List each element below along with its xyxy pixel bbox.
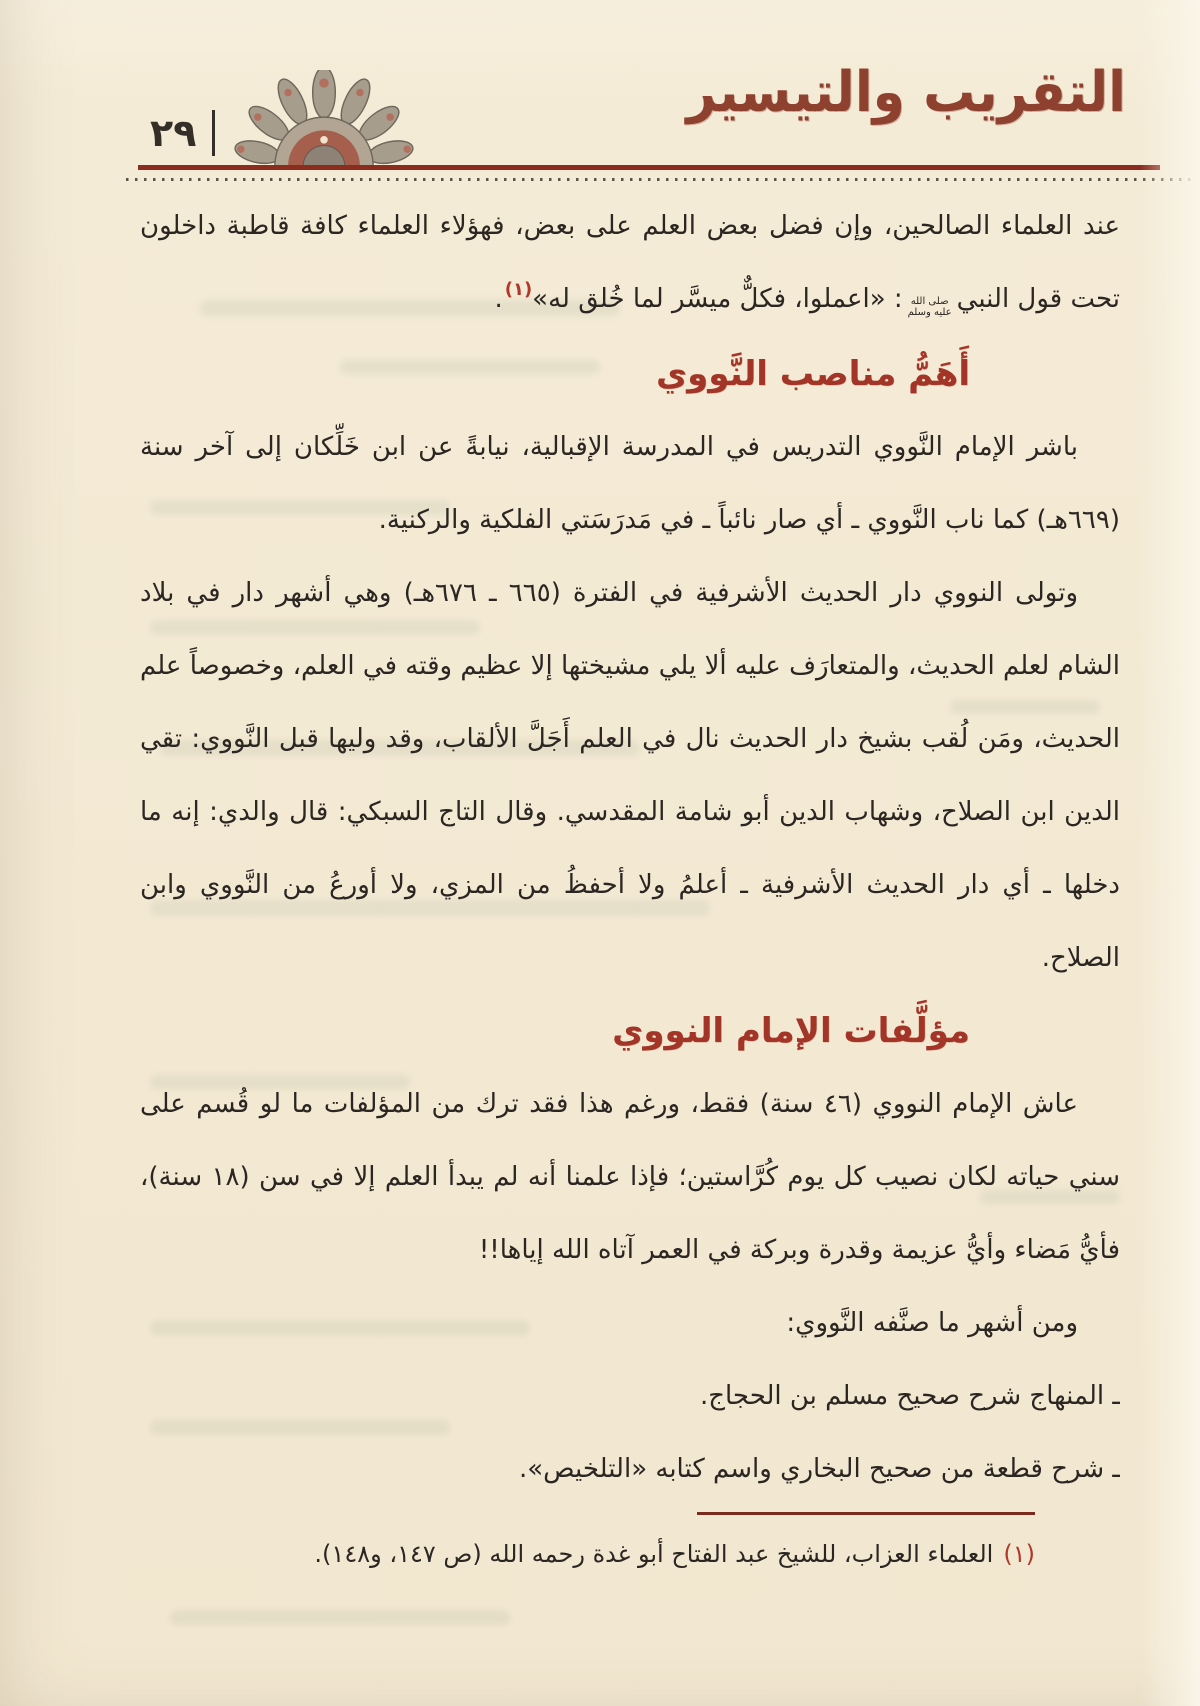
footnote-text: العلماء العزاب، للشيخ عبد الفتاح أبو غدة رحمه الله (ص ١٤٧، و١٤٨). <box>314 1540 994 1568</box>
section-heading-works: مؤلَّفات الإمام النووي <box>612 1011 970 1051</box>
ink-bleed-artifact <box>170 1610 510 1625</box>
paragraph-intro-terminal: . <box>494 284 503 314</box>
works-list <box>140 1360 1120 1506</box>
paragraph-intro-text: عند العلماء الصالحين، وإن فضل بعض العلم على بعض، فهؤلاء العلماء كافة قاطبة داخلون تحت قول النبي <box>140 211 1120 314</box>
header-dotted-rule <box>126 178 1192 181</box>
paragraph-positions-1: باشر الإمام النَّووي التدريس في المدرسة الإقبالية، نيابةً عن ابن خَلِّكان إلى آخر سنة (٦٦٩هـ) كما ناب النَّووي ـ أي صار نائباً ـ في مَدرَسَتي الفلكية والركنية. <box>140 432 1120 535</box>
page-number-divider <box>212 110 215 156</box>
footnote-separator <box>697 1512 1035 1515</box>
paragraph-intro-quote: : «اعملوا، فكلٌّ ميسَّر لما خُلق له» <box>532 284 903 314</box>
section-heading-positions: أَهَمُّ مناصب النَّووي <box>655 354 970 394</box>
prophet-honorific-mark: صلى الله عليه وسلم <box>907 295 952 318</box>
page-number-block <box>150 110 215 156</box>
footnote-marker: (١) <box>1003 1540 1035 1568</box>
paragraph-works: عاش الإمام النووي (٤٦ سنة) فقط، ورغم هذا فقد ترك من المؤلفات ما لو قُسم على سني حياته لكان نصيب كل يوم كُرَّاستين؛ فإذا علمنا أنه لم يبدأ العلم إلا في سن (١٨ سنة)، فأيُّ مَضاء وأيُّ عزيمة وقدرة وبركة في العمر آتاه الله إياها!! <box>140 1089 1120 1265</box>
paragraph-positions-2: وتولى النووي دار الحديث الأشرفية في الفترة (٦٦٥ ـ ٦٧٦هـ) وهي أشهر دار في بلاد الشام لعلم الحديث، والمتعارَف عليه ألا يلي مشيختها إلا عظيم وقته في العلم، وخصوصاً علم الحديث، ومَن لُقب بشيخ دار الحديث نال في العلم أَجَلَّ الألقاب، وقد وليها قبل النَّووي: تقي الدين ابن الصلاح، وشهاب الدين أبو شامة المقدسي. وقال التاج السبكي: قال والدي: إنه ما دخلها ـ أي دار الحديث الأشرفية ـ أعلمُ ولا أحفظُ من المزي، ولا أورعُ من النَّووي وابن الصلاح. <box>140 578 1120 973</box>
paragraph-intro <box>140 190 1120 338</box>
floral-ornament-icon <box>220 70 428 168</box>
footnote-reference: (١) <box>504 279 533 300</box>
book-title-calligraphy: التقريب والتيسير <box>686 60 1126 125</box>
works-list-item: ـ شرح قطعة من صحيح البخاري واسم كتابه «التلخيص». <box>518 1454 1120 1484</box>
works-list-item: ـ المنهاج شرح صحيح مسلم بن الحجاج. <box>699 1381 1120 1411</box>
header-rule <box>138 165 1160 170</box>
page-body <box>140 190 1120 1510</box>
paragraph-famous-works-lead: ومن أشهر ما صنَّفه النَّووي: <box>786 1308 1078 1338</box>
footnote-area <box>160 1512 1035 1573</box>
footnote <box>160 1535 1035 1573</box>
page-number: ٢٩ <box>150 111 197 155</box>
